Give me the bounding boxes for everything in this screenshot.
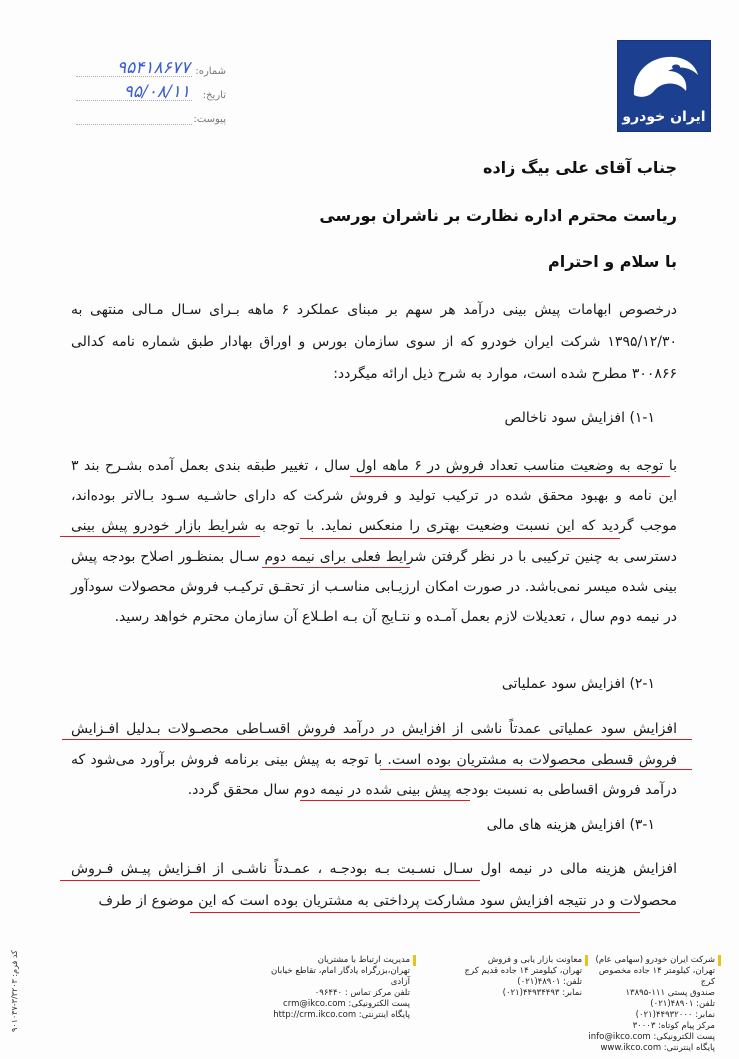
footer-line: پست الکترونیکی: crm@ikco.com — [283, 999, 410, 1009]
red-underline — [62, 739, 692, 740]
attachment-row — [76, 108, 226, 132]
footer-sales — [462, 955, 582, 999]
section-3-title: ۳-۱) افزایش هزینه های مالی — [486, 817, 655, 833]
recipient-title: ریاست محترم اداره نظارت بر ناشران بورسی — [319, 206, 677, 225]
footer-line: نمابر: ۴۴۹۳۴۴۹۳(۰۲۱) — [502, 988, 582, 998]
section-1-body: با توجه به وضعیت مناسب تعداد فروش در ۶ ماهه اول سال ، تغییر طبقه بندی بعمل آمده بشـرح بند ۳ این نامه و بهبود محقق شده در ترکیب تولید و فروش شرکت که دارای حاشـیه سـود بـالاتر بوده‌اند، موجب گردید که این نسبت وضعیت بهتری را منعکس نماید. با توجه به شرایط بازار خودرو پیش بینی دسترسی به چنین ترکیبی با در نظر گرفتن شرایط فعلی برای نیمه دوم سـال بمنظـور اصلاح بودجه پیش بینی شده میسر نمی‌باشد. در صورت امکان ارزیـابی مناسـب از تحقـق ترکیـب فروش محصولات سودآور در نیمه دوم سال ، تعدیلات لازم بعمل آمـده و نتـایج آن بـه اطـلاع آن سازمان محترم خواهد رسید. — [71, 458, 677, 626]
red-underline — [190, 912, 640, 913]
footer-line: مرکز پیام کوتاه: ۳۰۰۰۳ — [632, 1021, 715, 1031]
footer-line: شرکت ایران خودرو (سهامی عام) — [595, 955, 715, 965]
date-label: تاریخ: — [202, 90, 226, 101]
ikco-logo — [617, 40, 711, 132]
form-code: کد فرم: ۳/۳۲۰۳-۹۰۱۰۳۷ — [10, 950, 19, 1032]
footer-bar — [718, 955, 721, 966]
red-underline — [300, 538, 620, 539]
horse-emblem-icon — [618, 41, 710, 109]
footer-bar — [413, 955, 416, 966]
section-2-title: ۲-۱) افزایش سود عملیاتی — [501, 676, 655, 692]
number-value: ۹۵۴۱۸۶۷۷ — [116, 58, 190, 78]
red-underline — [60, 536, 260, 537]
footer-line: تلفن: ۴۸۹۰۱(۰۲۱) — [517, 977, 582, 987]
attachment-label: پیوست: — [193, 114, 226, 125]
salutation: با سلام و احترام — [548, 252, 677, 271]
footer-line: پایگاه اینترنتی: http://crm.ikco.com — [273, 1010, 410, 1020]
red-underline — [350, 476, 670, 477]
footer-line: پایگاه اینترنتی: www.ikco.com — [600, 1043, 715, 1053]
red-underline — [262, 567, 410, 568]
footer-line: تلفن: ۴۸۹۰۱(۰۲۱) — [650, 999, 715, 1009]
dotted-line — [76, 100, 192, 101]
letter-footer — [0, 955, 739, 1055]
number-row — [76, 60, 226, 84]
footer-line: تلفن مرکز تماس : ۰۹۶۴۴۰ — [314, 988, 410, 998]
footer-line: پست الکترونیکی: info@ikco.com — [588, 1032, 715, 1042]
red-underline — [380, 769, 692, 770]
letter-meta — [76, 60, 226, 132]
footer-crm — [268, 955, 410, 1021]
footer-line: مدیریت ارتباط با مشتریان — [317, 955, 410, 965]
dotted-line — [76, 76, 192, 77]
footer-line: تهران، کیلومتر ۱۴ جاده مخصوص کرج — [598, 966, 715, 987]
number-label: شماره: — [195, 66, 226, 77]
footer-bar — [585, 955, 588, 966]
section-1-title: ۱-۱) افزایش سود ناخالص — [504, 410, 655, 426]
red-underline — [300, 800, 470, 801]
footer-line: نمابر: ۴۴۹۳۲۰۰۰(۰۲۱) — [635, 1010, 715, 1020]
red-underline — [60, 880, 480, 881]
section-2-body: افزایش سود عملیاتی عمدتاً ناشی از افزایش در درآمد فروش اقسـاطی محصـولات بـدلیل افـزایش فروش قسطی محصولات به مشتریان بوده است. با توجه به پیش بینی برنامه فروش برآورد می‌شود که درآمد فروش اقساطی به نسبت بودجه پیش بینی شده در نیمه دوم سال محقق گردد. — [71, 721, 677, 798]
date-row — [76, 84, 226, 108]
dotted-line — [76, 124, 192, 125]
footer-line: معاونت بازار یابی و فروش — [487, 955, 582, 965]
footer-line: صندوق پستی ۱۱۱-۱۳۸۹۵ — [625, 988, 715, 998]
recipient-name: جناب آقای علی بیگ زاده — [483, 158, 677, 177]
date-value: ۹۵/۰۸/۱۱ — [123, 82, 190, 102]
logo-text: ایران خودرو — [622, 109, 706, 125]
section-3-body: افزایش هزینه مالی در نیمه اول سـال نسـبت بـه بودجـه ، عمـدتاً ناشـی از افـزایش پیـش فـروش محصولات و در نتیجه افزایش سود مشارکت پرداختی به مشتریان بوده است که این موضوع از طرف — [71, 861, 677, 909]
footer-line: تهران، کیلومتر ۱۴ جاده قدیم کرج — [464, 966, 582, 976]
footer-company — [583, 955, 715, 1054]
footer-line: تهران،بزرگراه یادگار امام، تقاطع خیابان آزادی — [271, 966, 410, 987]
intro-paragraph: درخصوص ابهامات پیش بینی درآمد هر سهم بر مبنای عملکرد ۶ ماهه بـرای سـال مـالی منتهی به ۱۳۹۵/۱۲/۳۰ شرکت ایران خودرو که از سوی سازمان بورس و اوراق بهادار طبق شماره نامه کدالی ۳۰۰۸۶۶ مطرح شده است، موارد به شرح ذیل ارائه میگردد: — [71, 302, 677, 382]
